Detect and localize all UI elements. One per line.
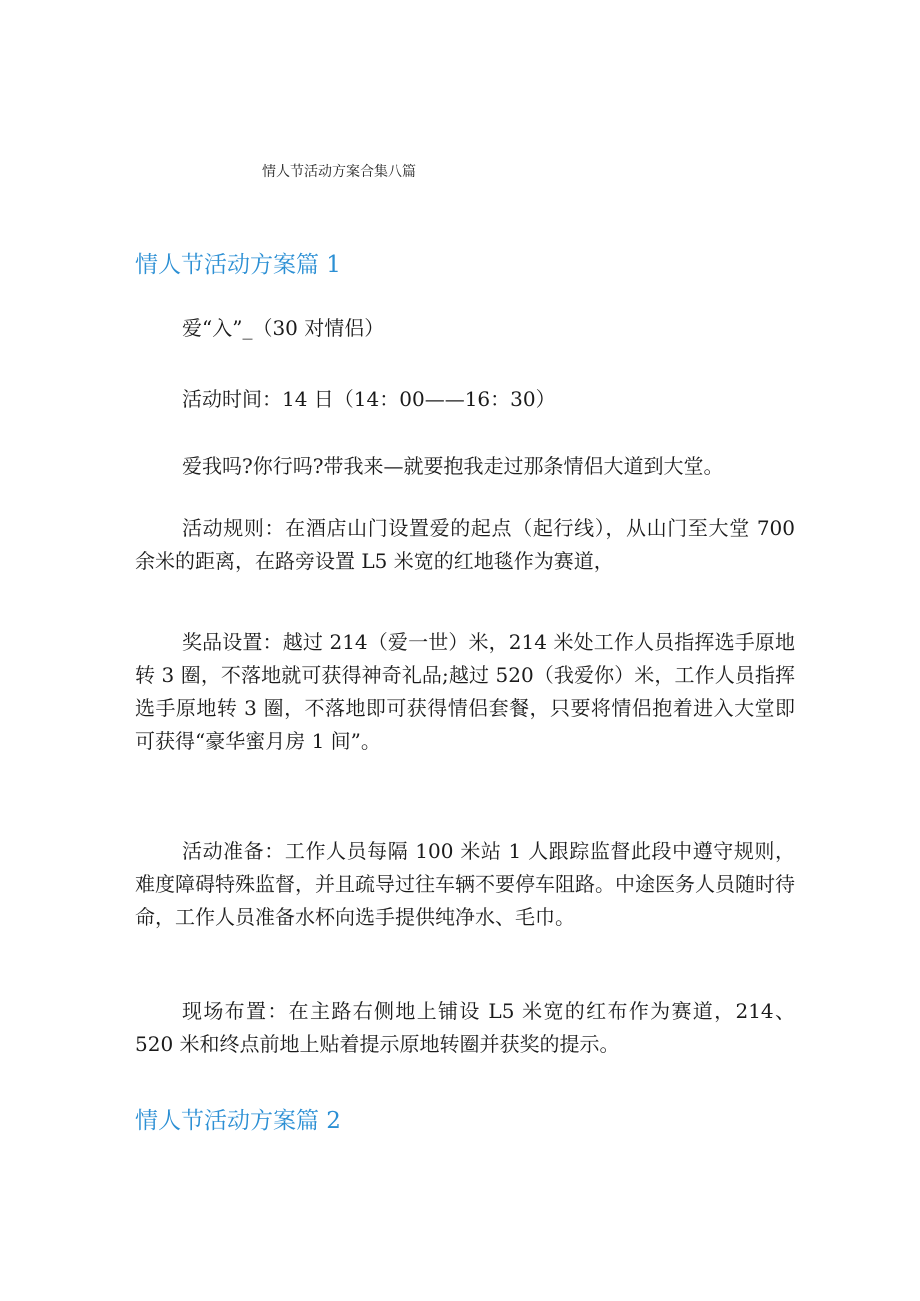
paragraph-event-slogan: 爱我吗?你行吗?带我来—就要抱我走过那条情侣大道到大堂。	[182, 454, 724, 478]
section-heading-2: 情人节活动方案篇 2	[135, 1108, 341, 1134]
paragraph-event-time: 活动时间：14 日（14：00——16：30）	[182, 387, 556, 411]
paragraph-site-layout: 现场布置：在主路右侧地上铺设 L5 米宽的红布作为赛道，214、520 米和终点前地上贴着提示原地转圈并获奖的提示。	[135, 999, 795, 1056]
paragraph-event-rules: 活动规则：在酒店山门设置爱的起点（起行线），从山门至大堂 700 余米的距离，在路旁设置 L5 米宽的红地毯作为赛道，	[135, 516, 795, 573]
document-title: 情人节活动方案合集八篇	[262, 164, 416, 180]
section-heading-1: 情人节活动方案篇 1	[135, 252, 341, 278]
paragraph-prize-setup: 奖品设置：越过 214（爱一世）米，214 米处工作人员指挥选手原地转 3 圈，不落地就可获得神奇礼品;越过 520（我爱你）米，工作人员指挥选手原地转 3 圈，不落地即可获得情侣套餐，只要将情侣抱着进入大堂即可获得“豪华蜜月房 1 间”。	[135, 630, 795, 753]
paragraph-event-preparation: 活动准备：工作人员每隔 100 米站 1 人跟踪监督此段中遵守规则，难度障碍特殊监督，并且疏导过往车辆不要停车阻路。中途医务人员随时待命，工作人员准备水杯向选手提供纯净水、毛巾。	[135, 839, 795, 929]
paragraph-event-name: 爱“入”_（30 对情侣）	[182, 316, 385, 340]
